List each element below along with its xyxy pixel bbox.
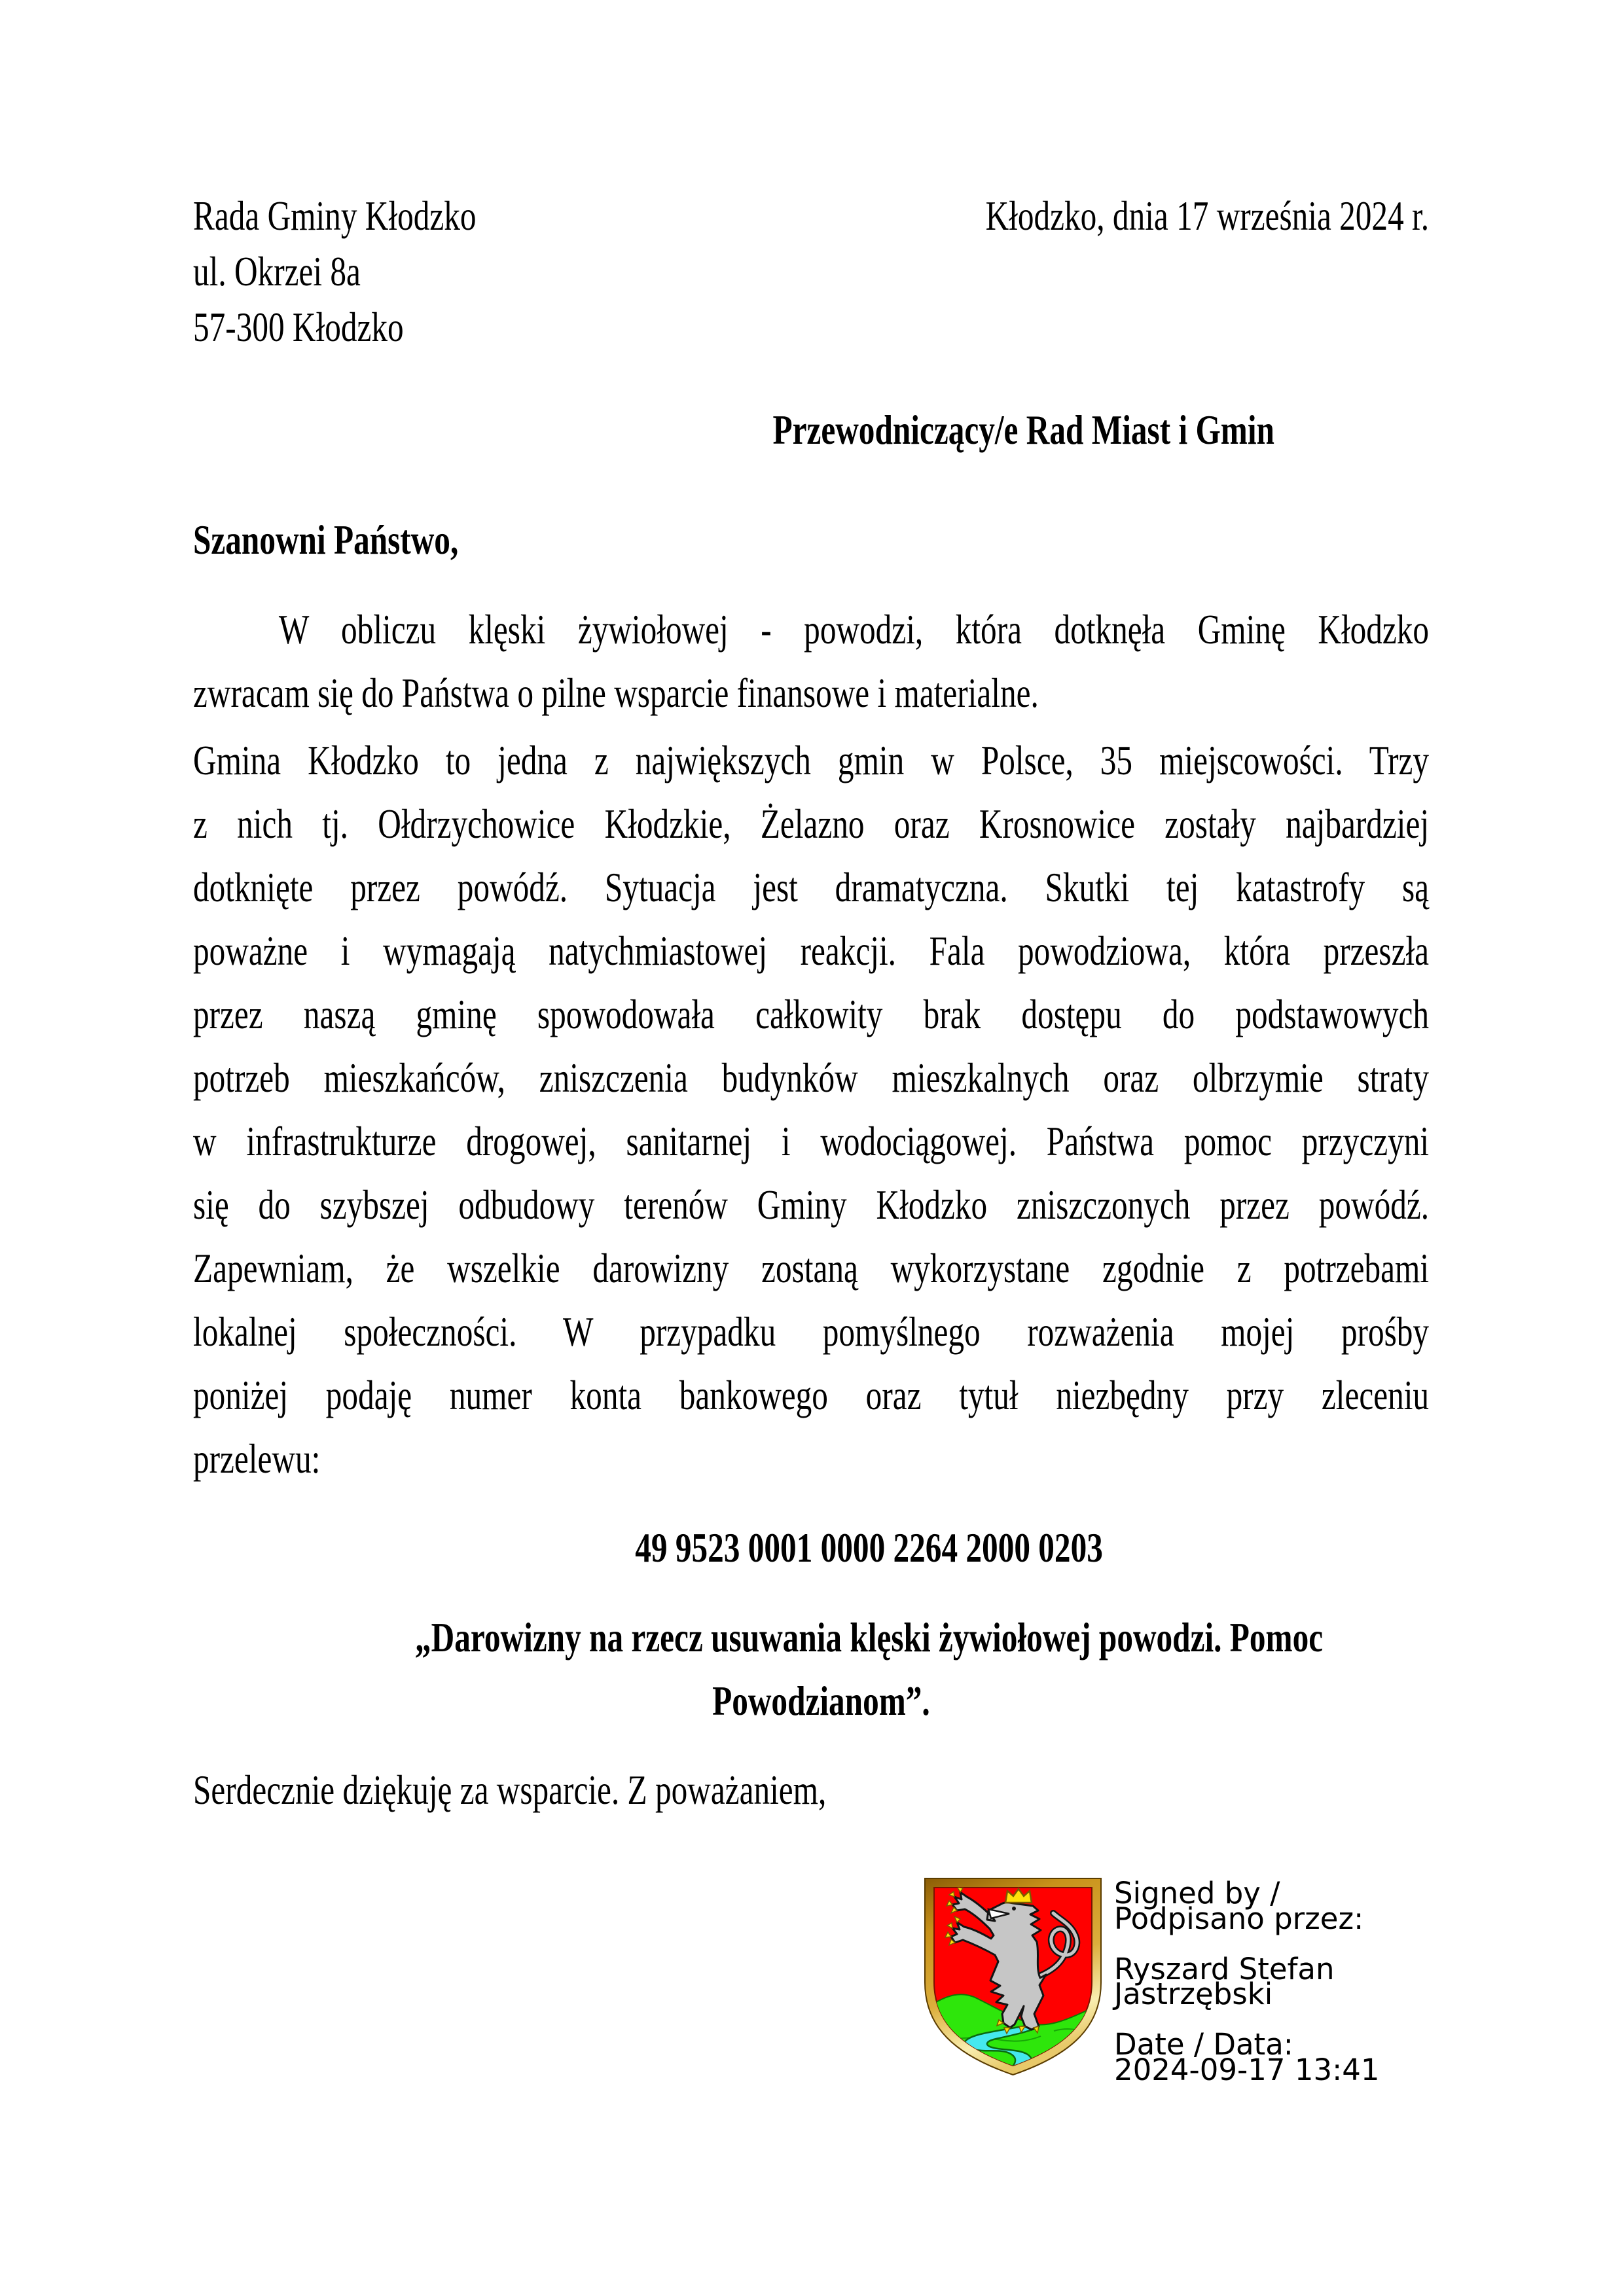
- signature-line: Ryszard Stefan: [1114, 1951, 1335, 1986]
- signature-line: 2024-09-17 13:41: [1114, 2052, 1380, 2087]
- closing: Serdecznie dziękuję za wsparcie. Z poważaniem,: [193, 1767, 827, 1813]
- addressee: Przewodniczący/e Rad Miast i Gmin: [772, 406, 1274, 453]
- body-line: przelewu:: [193, 1435, 321, 1482]
- body-line: dotknięte przez powódź. Sytuacja jest dramatyczna. Skutki tej katastrofy są: [193, 864, 1430, 910]
- body-line: poniżej podaję numer konta bankowego oraz tytuł niezbędny przy zleceniu: [193, 1372, 1430, 1418]
- sender-street: ul. Okrzei 8a: [193, 248, 361, 295]
- signature-block: [1114, 1876, 1380, 2087]
- bank-account-number: 49 9523 0001 0000 2264 2000 0203: [635, 1524, 1103, 1571]
- body-line: Gmina Kłodzko to jedna z największych gmin w Polsce, 35 miejscowości. Trzy: [193, 737, 1430, 783]
- letter-date: Kłodzko, dnia 17 września 2024 r.: [985, 192, 1430, 239]
- sender-name: Rada Gminy Kłodzko: [193, 192, 477, 239]
- signature-line: Date / Data:: [1114, 2027, 1293, 2062]
- body-line: W obliczu klęski żywiołowej - powodzi, która dotknęła Gminę Kłodzko: [278, 606, 1430, 653]
- gmina-klodzko-coat-of-arms-icon: [923, 1876, 1103, 2077]
- transfer-title-line-1: „Darowizny na rzecz usuwania klęski żywiołowej powodzi. Pomoc: [415, 1614, 1324, 1660]
- body-line: przez naszą gminę spowodowała całkowity brak dostępu do podstawowych: [193, 991, 1430, 1037]
- sender-city: 57-300 Kłodzko: [193, 304, 404, 350]
- body-line: się do szybszej odbudowy terenów Gminy Kłodzko zniszczonych przez powódź.: [193, 1181, 1430, 1228]
- salutation: Szanowni Państwo,: [193, 516, 459, 563]
- body-line: poważne i wymagają natychmiastowej reakcji. Fala powodziowa, która przeszła: [193, 927, 1430, 974]
- lion-eye: [1012, 1907, 1016, 1910]
- signature-line: Podpisano przez:: [1114, 1901, 1364, 1936]
- transfer-title-line-2: Powodzianom”.: [712, 1677, 930, 1724]
- body-line: Zapewniam, że wszelkie darowizny zostaną wykorzystane zgodnie z potrzebami: [193, 1245, 1430, 1291]
- signature-line: Jastrzębski: [1114, 1977, 1273, 2011]
- body-line: lokalnej społeczności. W przypadku pomyślnego rozważenia mojej prośby: [193, 1308, 1430, 1355]
- body-line: z nich tj. Ołdrzychowice Kłodzkie, Żelazno oraz Krosnowice zostały najbardziej: [193, 800, 1430, 847]
- body-line: potrzeb mieszkańców, zniszczenia budynków mieszkalnych oraz olbrzymie straty: [193, 1054, 1430, 1101]
- body-line: w infrastrukturze drogowej, sanitarnej i wodociągowej. Państwa pomoc przyczyni: [193, 1118, 1430, 1164]
- signature-line: Signed by /: [1114, 1876, 1280, 1910]
- body-line: zwracam się do Państwa o pilne wsparcie finansowe i materialne.: [193, 670, 1039, 716]
- header-line-1: [193, 188, 1429, 243]
